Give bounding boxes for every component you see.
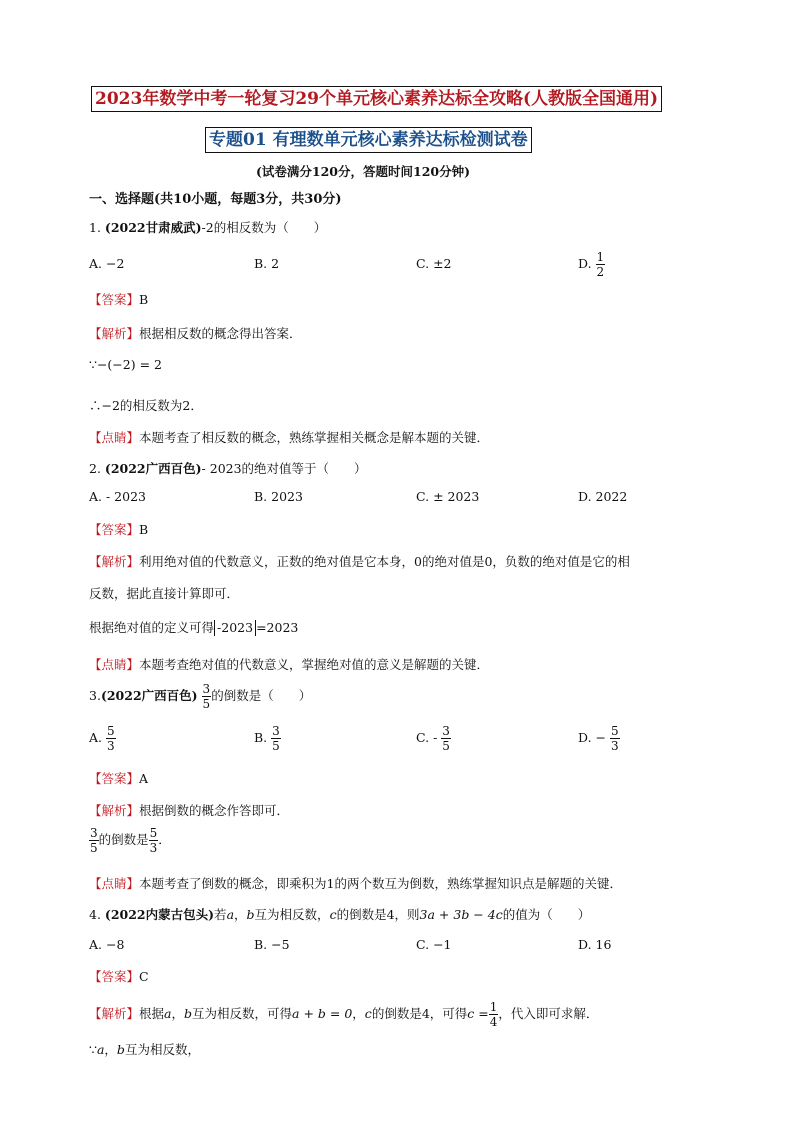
- question-number: 2.: [89, 461, 101, 476]
- option-a: A. - 2023: [89, 489, 146, 504]
- answer-value: B: [139, 522, 149, 537]
- answer-label: 【答案】: [89, 969, 140, 984]
- analysis-label: 【解析】: [89, 1006, 140, 1021]
- question-number: 3.: [89, 688, 101, 703]
- comment-line: 【点睛】本题考查了相反数的概念，熟练掌握相关概念是解本题的关键．: [89, 430, 490, 445]
- fraction: $\frac{3}{5}$: [442, 724, 450, 753]
- answer-value: C: [139, 969, 149, 984]
- option-b: B. 2: [254, 256, 280, 271]
- option-c: C. −1: [416, 937, 452, 952]
- question-number: 4.: [89, 907, 101, 922]
- analysis-continued: 反数，据此直接计算即可．: [89, 586, 240, 601]
- math-expression: 3a + 3b − 4c: [419, 907, 503, 922]
- question-source: (2022广西百色): [100, 688, 198, 703]
- answer-label: 【答案】: [89, 771, 140, 786]
- question-number: 1.: [89, 220, 101, 235]
- answer-value: B: [139, 292, 149, 307]
- question-3: [89, 682, 311, 711]
- question-4: 4. (2022内蒙古包头)若a，b互为相反数，c的倒数是4，则3a + 3b − 4c的值为（ ）: [89, 907, 591, 922]
- answer-line: [89, 520, 148, 538]
- question-2: [89, 459, 367, 477]
- analysis-line: 【解析】利用绝对值的代数意义，正数的绝对值是它本身，0的绝对值是0，负数的绝对值是它的相: [89, 554, 630, 569]
- option-b: B. −5: [254, 937, 290, 952]
- analysis-step: ∵a，b互为相反数，: [89, 1042, 200, 1057]
- question-stem: 的倒数是（ ）: [211, 688, 312, 703]
- option-d: D. 2022: [578, 489, 628, 504]
- document-title: 2023年数学中考一轮复习29个单元核心素养达标全攻略(人教版全国通用): [91, 86, 662, 112]
- comment-line: 【点睛】本题考查了倒数的概念，即乘积为1的两个数互为倒数，熟练掌握知识点是解题的关键．: [89, 876, 622, 891]
- question-1: [89, 218, 326, 236]
- option-a: A. −2: [89, 256, 125, 271]
- question-source: (2022广西百色): [104, 461, 202, 476]
- analysis-line: 【解析】根据倒数的概念作答即可．: [89, 803, 290, 818]
- comment-label: 【点睛】: [89, 876, 140, 891]
- fraction: $\frac{5}{3}$: [107, 724, 115, 753]
- analysis-step: ∵−(−2) = 2: [89, 357, 162, 372]
- option-a: A. $\frac{5}{3}$: [89, 724, 115, 753]
- analysis-label: 【解析】: [89, 803, 140, 818]
- question-stem: -2的相反数为（ ）: [201, 220, 327, 235]
- question-stem: - 2023的绝对值等于（ ）: [201, 461, 367, 476]
- answer-line: [89, 769, 148, 787]
- analysis-step: 根据绝对值的定义可得 -2023 =2023: [89, 620, 299, 635]
- section-heading: 一、选择题(共10小题，每题3分，共30分): [89, 192, 342, 207]
- fraction: $\frac{1}{4}$: [489, 1000, 498, 1029]
- analysis-label: 【解析】: [89, 326, 140, 341]
- fraction: $\frac{1}{2}$: [596, 250, 605, 279]
- option-c: C. ±2: [416, 256, 452, 271]
- option-d: D. − $\frac{5}{3}$: [578, 724, 619, 753]
- exam-info: (试卷满分120分，答题时间120分钟): [256, 164, 471, 179]
- fraction: $\frac{3}{5}$: [202, 682, 211, 711]
- option-c: C. - $\frac{3}{5}$: [416, 724, 450, 753]
- option-a: A. −8: [89, 937, 125, 952]
- question-source: (2022内蒙古包头): [104, 907, 215, 922]
- comment-line: 【点睛】本题考查绝对值的代数意义，掌握绝对值的意义是解题的关键．: [89, 657, 490, 672]
- answer-label: 【答案】: [89, 522, 140, 537]
- analysis-label: 【解析】: [89, 554, 140, 569]
- option-b: B. $\frac{3}{5}$: [254, 724, 280, 753]
- document-subtitle: 专题01 有理数单元核心素养达标检测试卷: [205, 127, 532, 153]
- answer-label: 【答案】: [89, 292, 140, 307]
- analysis-step: ∴−2的相反数为2．: [89, 398, 203, 413]
- analysis-line: 【解析】根据a，b互为相反数，可得a + b = 0，c的倒数是4，可得c = $\frac{1}{4}$ ，代入即可求解．: [89, 1000, 599, 1029]
- fraction: $\frac{3}{5}$: [90, 826, 98, 855]
- comment-label: 【点睛】: [89, 657, 140, 672]
- option-d: D. $\frac{1}{2}$: [578, 250, 605, 279]
- analysis-line: 【解析】根据相反数的概念得出答案．: [89, 326, 302, 341]
- answer-line: [89, 290, 148, 308]
- fraction: $\frac{5}{3}$: [149, 826, 158, 855]
- option-b: B. 2023: [254, 489, 303, 504]
- analysis-step: $\frac{3}{5}$ 的倒数是 $\frac{5}{3}$ ．: [90, 826, 171, 855]
- option-d: D. 16: [578, 937, 612, 952]
- option-c: C. ± 2023: [416, 489, 480, 504]
- fraction: $\frac{3}{5}$: [272, 724, 280, 753]
- answer-value: A: [139, 771, 149, 786]
- absolute-value: -2023: [214, 620, 256, 636]
- fraction: $\frac{5}{3}$: [610, 724, 619, 753]
- comment-label: 【点睛】: [89, 430, 140, 445]
- question-source: (2022甘肃威武): [104, 220, 202, 235]
- answer-line: [89, 967, 149, 985]
